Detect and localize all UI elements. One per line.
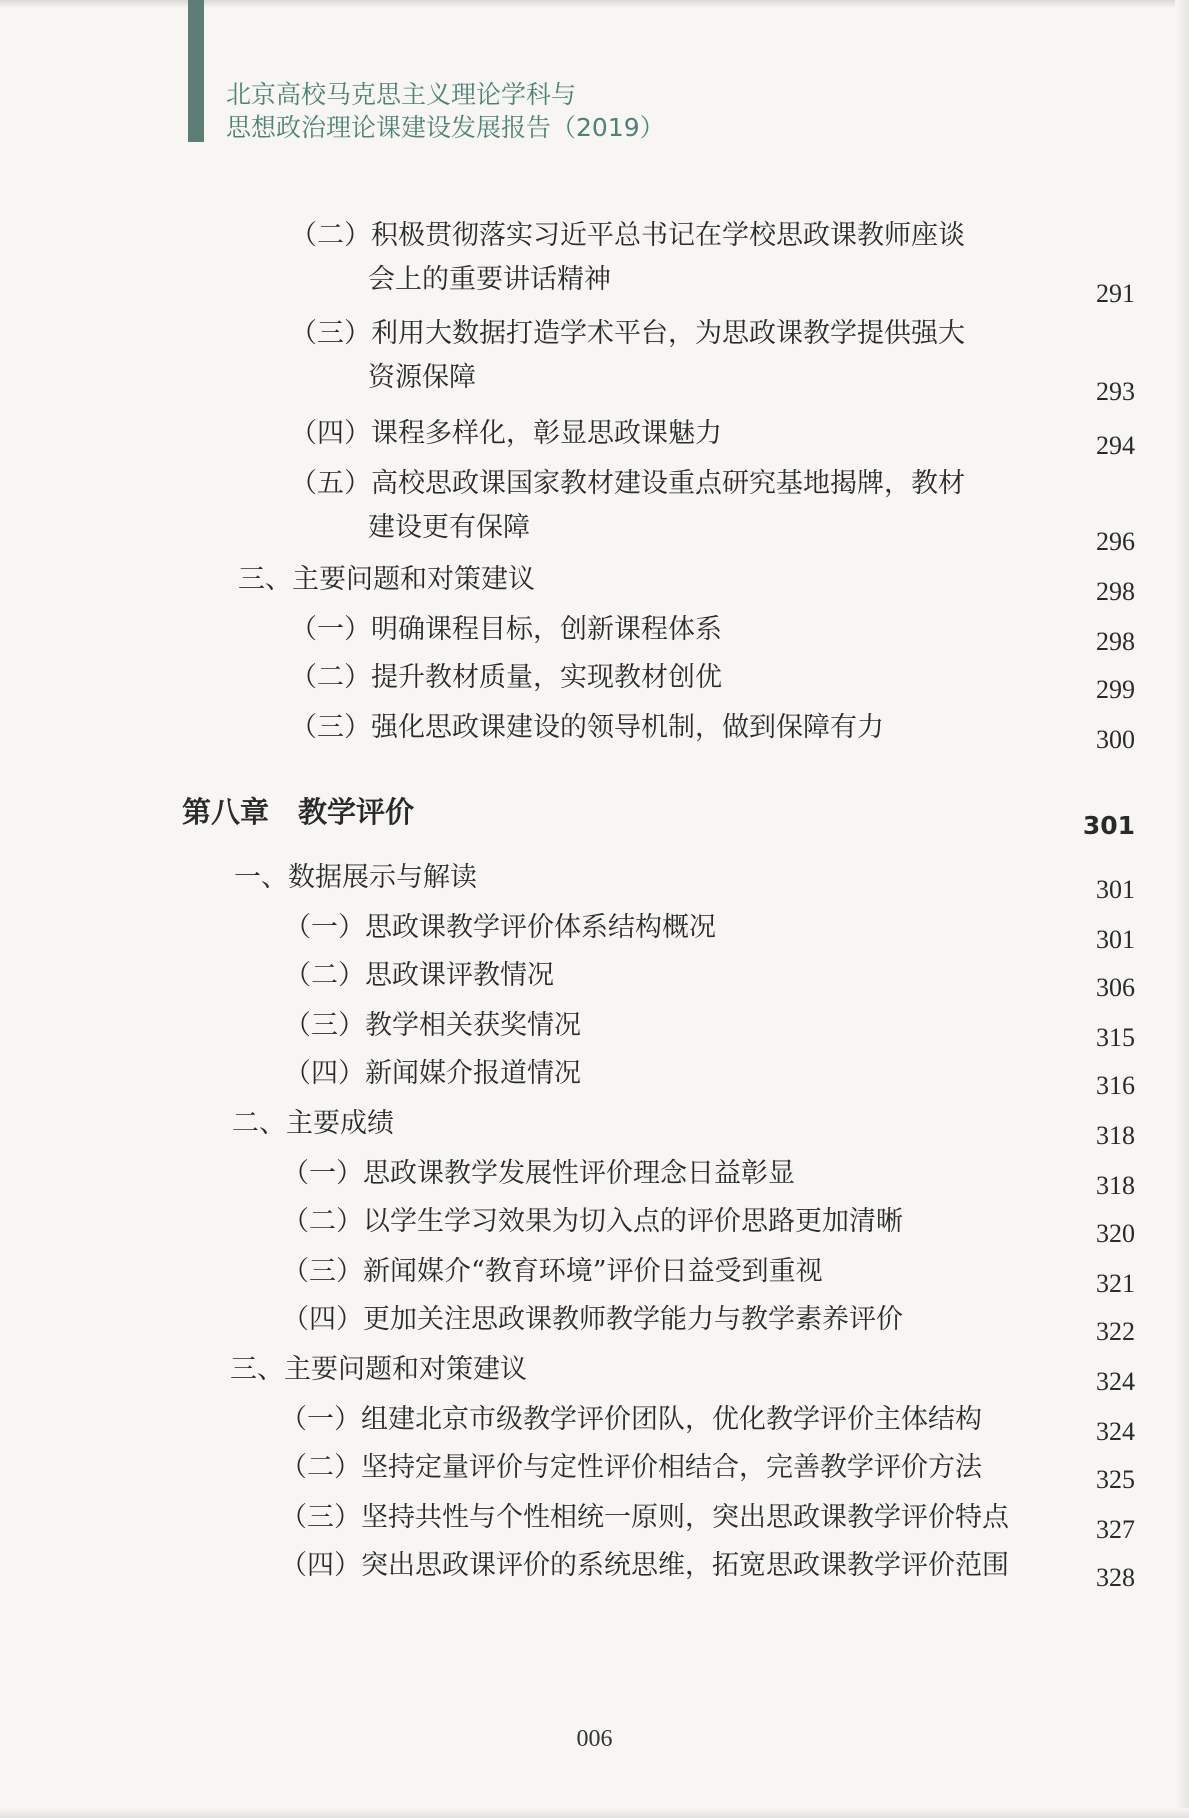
toc-entry-title: （三）利用大数据打造学术平台，为思政课教学提供强大 xyxy=(290,318,965,349)
toc-entry-page: 318 xyxy=(1096,1171,1135,1200)
toc-entry-page: 322 xyxy=(1096,1317,1135,1346)
toc-entry-title: （四）新闻媒介报道情况 xyxy=(284,1058,581,1089)
toc-entry-page: 324 xyxy=(1096,1417,1135,1446)
toc-entry-title: 一、数据展示与解读 xyxy=(234,862,477,893)
toc-entry-page: 299 xyxy=(1096,675,1135,704)
chapter-page: 301 xyxy=(1082,811,1135,840)
toc-entry-title: 三、主要问题和对策建议 xyxy=(238,564,535,595)
toc-entry-title: （四）课程多样化，彰显思政课魅力 xyxy=(290,418,722,449)
toc-entry-title: （一）思政课教学评价体系结构概况 xyxy=(284,912,716,943)
toc-entry-title: （三）强化思政课建设的领导机制，做到保障有力 xyxy=(290,712,884,743)
toc-entry-title: （一）明确课程目标，创新课程体系 xyxy=(290,614,722,645)
toc-entry-page: 301 xyxy=(1096,925,1135,954)
toc-entry-page: 320 xyxy=(1096,1219,1135,1248)
toc-entry-page: 318 xyxy=(1096,1121,1135,1150)
toc-entry-title: （二）思政课评教情况 xyxy=(284,960,554,991)
toc-entry-page: 296 xyxy=(1096,527,1135,556)
chapter-title: 第八章 教学评价 xyxy=(182,795,415,829)
toc-entry-page: 325 xyxy=(1096,1465,1135,1494)
toc-entry-page: 306 xyxy=(1096,973,1135,1002)
toc-entry-page: 294 xyxy=(1096,431,1135,460)
toc-entry-title-continued: 会上的重要讲话精神 xyxy=(368,264,611,295)
page-number: 006 xyxy=(576,1726,613,1752)
toc-entry-title: （五）高校思政课国家教材建设重点研究基地揭牌，教材 xyxy=(290,468,965,499)
toc-entry-title-continued: 建设更有保障 xyxy=(368,512,530,543)
toc-entry-page: 328 xyxy=(1096,1563,1135,1592)
toc-entry-title: 二、主要成绩 xyxy=(232,1108,394,1139)
toc-entry-title: （一）思政课教学发展性评价理念日益彰显 xyxy=(282,1158,795,1189)
toc-entry-title: （二）坚持定量评价与定性评价相结合，完善教学评价方法 xyxy=(280,1452,982,1483)
toc-entry-title: （四）更加关注思政课教师教学能力与教学素养评价 xyxy=(282,1304,903,1335)
toc-entry-page: 298 xyxy=(1096,577,1135,606)
toc-entry-title: （二）提升教材质量，实现教材创优 xyxy=(290,662,722,693)
toc-entry-page: 291 xyxy=(1096,279,1135,308)
toc-entry-page: 316 xyxy=(1096,1071,1135,1100)
toc-entry-title: （三）新闻媒介“教育环境”评价日益受到重视 xyxy=(282,1256,823,1287)
toc-entry-page: 301 xyxy=(1096,875,1135,904)
toc-entry-title: （二）以学生学习效果为切入点的评价思路更加清晰 xyxy=(282,1206,903,1237)
toc-entry-page: 298 xyxy=(1096,627,1135,656)
toc-entry-title: （四）突出思政课评价的系统思维，拓宽思政课教学评价范围 xyxy=(280,1550,1009,1581)
toc-entry-page: 324 xyxy=(1096,1367,1135,1396)
toc-entry-title: （一）组建北京市级教学评价团队，优化教学评价主体结构 xyxy=(280,1404,982,1435)
toc-entry-title-continued: 资源保障 xyxy=(368,362,476,393)
toc-entry-page: 300 xyxy=(1096,725,1135,754)
toc-entry-page: 321 xyxy=(1096,1269,1135,1298)
running-header-line-2: 思想政治理论课建设发展报告（2019） xyxy=(226,113,665,142)
toc-entry-page: 327 xyxy=(1096,1515,1135,1544)
toc-entry-title: 三、主要问题和对策建议 xyxy=(230,1354,527,1385)
toc-entry-title: （三）教学相关获奖情况 xyxy=(284,1010,581,1041)
toc-entry-page: 315 xyxy=(1096,1023,1135,1052)
running-header-line-1: 北京高校马克思主义理论学科与 xyxy=(226,80,577,109)
toc-entry-page: 293 xyxy=(1096,377,1135,406)
toc-entry-title: （二）积极贯彻落实习近平总书记在学校思政课教师座谈 xyxy=(290,220,965,251)
toc-entry-title: （三）坚持共性与个性相统一原则，突出思政课教学评价特点 xyxy=(280,1502,1009,1533)
